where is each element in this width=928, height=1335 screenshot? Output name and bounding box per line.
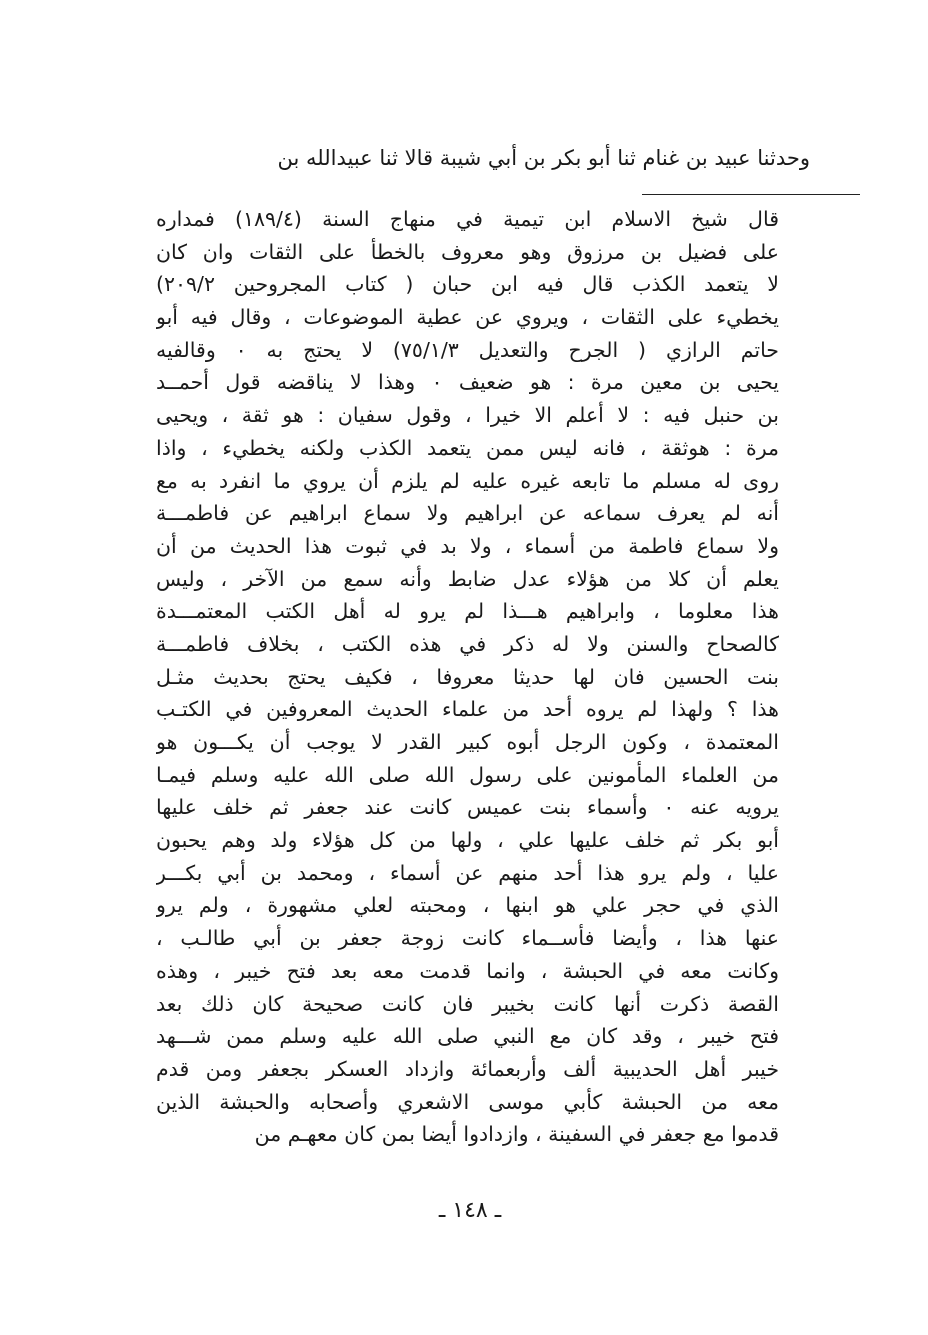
footnote-line: بن حنبل فيه : لا أعلم الا خيرا ، وقول سفيان : هو ثقة ، ويحيى	[156, 403, 779, 428]
footnote-line: عنها هذا ، وأيضا فأســماء كانت زوجة جعفر بن أبي طالـب ،	[156, 926, 779, 951]
footnote-line: حاتم الرازي ( الجرح والتعديل ٧٥/١/٣) لا يحتج به ٠ وقالفيه	[156, 337, 779, 362]
footnote-line: يعلم أن كلا من هؤلاء عدل ضابط وأنه سمع من الآخر ، وليس	[156, 566, 779, 591]
footnote-line: هذا ؟ ولهذا لم يروه أحد من علماء الحديث المعروفين في الكتـب	[156, 697, 779, 722]
footnote-line: قدموا مع جعفر في السفينة ، وازدادوا أيضا بمن كان معهـم من	[254, 1122, 779, 1147]
footnote-line: فتح خيبر ، وقد كان مع النبي صلى الله عليه وسلم ممن شـــهد	[156, 1024, 779, 1049]
footnote-line: يخطيء على الثقات ، ويروي عن عطية الموضوعات ، وقال فيه أبو	[156, 305, 779, 330]
footnote-line: بنت الحسين فان لها حديثا معروفا ، فكيف يحتج بحديث مثـل	[156, 664, 779, 689]
footnote-block	[156, 203, 779, 1151]
page-number: ـ ١٤٨ ـ	[438, 1198, 502, 1223]
footnote-line: خيبر أهل الحديبية ألف وأربعمائة وازداد العسكر بجعفر ومن قدم	[156, 1056, 779, 1081]
footnote-line: كالصحاح والسنن ولا له ذكر في هذه الكتب ، بخلاف فاطمـــة	[156, 631, 779, 656]
footnote-line: عليا ، ولم يرو هذا أحد منهم عن أسماء ، ومحمد بن أبي بكـــر	[156, 860, 779, 885]
footnote-line: لا يتعمد الكذب قال فيه ابن حبان ( كتاب المجروحين ٢٠٩/٢)	[156, 272, 779, 297]
footnote-line: من العلماء المأمونين على رسول الله صلى الله عليه وسلم فيمـا	[156, 762, 779, 787]
footnote-line: هذا معلوما ، وابراهيم هـــذا لم يرو له أهل الكتب المعتمـــدة	[156, 599, 779, 624]
footnote-line: يرويه عنه ٠ وأسماء بنت عميس كانت عند جعفر ثم خلف عليها	[156, 795, 779, 820]
footnote-line: وكانت معه في الحبشة ، وانما قدمت معه بعد فتح خيبر ، وهذه	[156, 958, 779, 983]
footnote-line: المعتمدة ، وكون الرجل أبوه كبير القدر لا يوجب أن يكـــون هو	[156, 730, 779, 754]
footnote-line: قال شيخ الاسلام ابن تيمية في منهاج السنة (١٨٩/٤) فمداره	[156, 207, 779, 231]
footnote-line: معه من الحبشة كأبي موسى الاشعري وأصحابه والحبشة الذين	[156, 1089, 779, 1114]
footnote-line: ولا سماع فاطمة من أسماء ، ولا بد في ثبوت هذا الحديث من أن	[156, 533, 779, 558]
main-text-line: وحدثنا عبيد بن غنام ثنا أبو بكر بن أبي شيبة قالا ثنا عبيدالله بن	[277, 146, 810, 170]
footnote-line: الذي في حجر علي هو ابنها ، ومحبته لعلي مشهورة ، ولم يرو	[156, 893, 779, 918]
footnote-line: يحيى بن معين مرة : هو ضعيف ٠ وهذا لا يناقضه قول أحمــد	[156, 370, 779, 395]
footnote-line: مرة : هوثقة ، فانه ليس ممن يتعمد الكذب ولكنه يخطيء ، واذا	[156, 435, 779, 460]
footnote-line: على فضيل بن مرزوق وهو معروف بالخطأ على الثقات وان كان	[156, 239, 779, 264]
footnote-line: أنه لم يعرف سماعه عن ابراهيم ولا سماع ابراهيم عن فاطمـــة	[156, 501, 779, 526]
footnote-separator	[642, 194, 860, 195]
footnote-line: القصة ذكرت أنها كانت بخيبر فان كانت صحيحة كان ذلك بعد	[156, 991, 779, 1016]
footnote-line: روى له مسلم ما تابعه غيره عليه لم يلزم أن يروي ما انفرد به مع	[156, 468, 779, 493]
footnote-line: أبو بكر ثم خلف عليها علي ، ولها من كل هؤلاء ولد وهم يحبون	[156, 828, 779, 853]
